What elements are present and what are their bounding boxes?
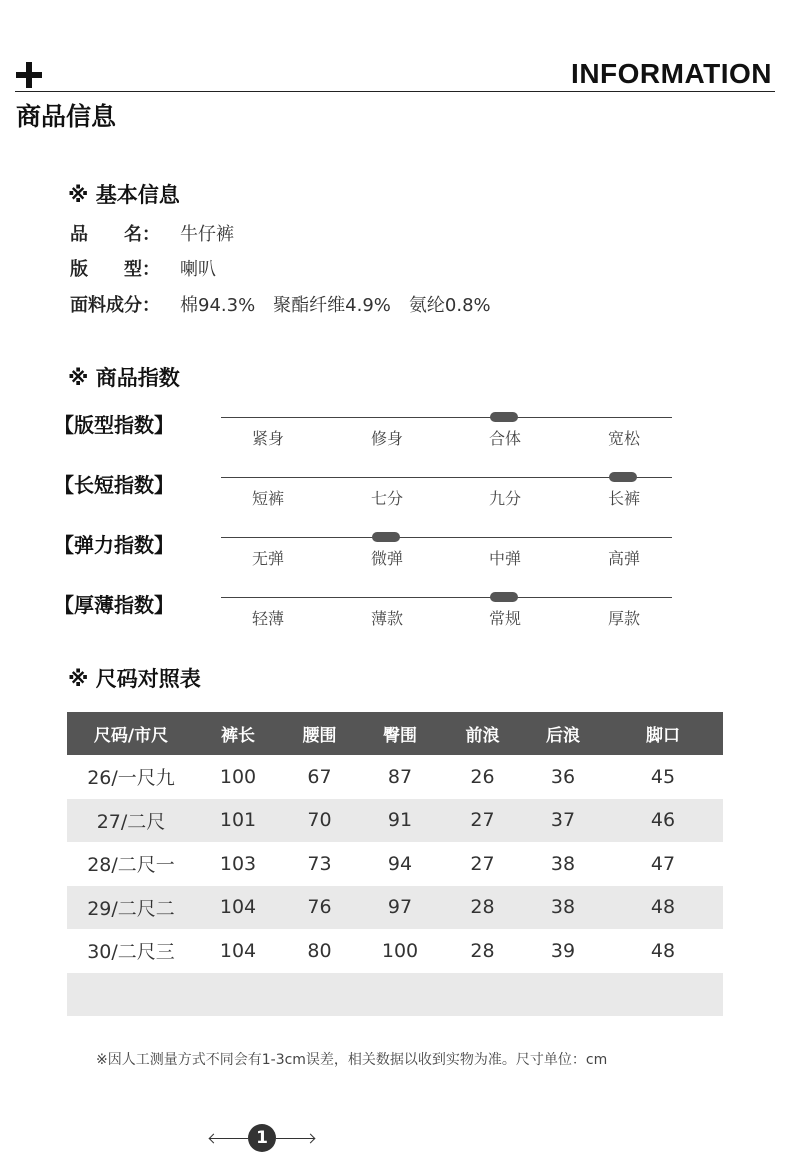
table-cell <box>67 973 195 1017</box>
table-cell: 37 <box>523 799 603 843</box>
table-cell <box>603 973 723 1017</box>
table-cell: 27/二尺 <box>67 799 195 843</box>
index-label: 【长短指数】 <box>54 473 174 497</box>
table-header-cell: 臀围 <box>358 712 442 755</box>
size-table <box>67 712 723 1016</box>
table-header-cell: 尺码/市尺 <box>67 712 195 755</box>
table-header-cell: 裤长 <box>195 712 281 755</box>
arrow-right-icon <box>276 1138 314 1139</box>
table-row <box>67 929 723 973</box>
table-cell: 80 <box>307 939 332 962</box>
table-cell: 29/二尺二 <box>67 886 195 930</box>
info-label: 品 名： <box>70 224 160 245</box>
table-cell: 104 <box>195 886 281 930</box>
index-option: 七分 <box>370 489 403 508</box>
index-label: 【弹力指数】 <box>54 533 174 557</box>
table-row-empty <box>67 973 723 1017</box>
index-option: 常规 <box>488 609 521 628</box>
index-option: 修身 <box>370 429 403 448</box>
table-cell: 48 <box>603 886 723 930</box>
table-cell: 97 <box>358 886 442 930</box>
product-index-title: ※ 商品指数 <box>68 366 180 390</box>
table-cell: 67 <box>307 765 332 788</box>
index-option: 长裤 <box>607 489 640 508</box>
table-cell <box>358 973 442 1017</box>
table-cell: 39 <box>550 939 576 962</box>
table-cell: 36 <box>550 765 576 788</box>
info-value: 喇叭 <box>180 259 216 280</box>
index-option: 薄款 <box>370 609 403 628</box>
info-label: 面料成分： <box>70 295 160 316</box>
index-marker <box>490 592 518 602</box>
basic-info-title: ※ 基本信息 <box>68 183 180 207</box>
table-cell: 38 <box>523 886 603 930</box>
table-cell: 28/二尺一 <box>87 854 175 877</box>
table-cell: 94 <box>387 852 413 875</box>
table-cell: 30/二尺三 <box>87 941 175 964</box>
header-divider <box>15 91 775 92</box>
index-option: 紧身 <box>251 429 284 448</box>
table-cell: 27 <box>470 852 495 875</box>
index-option: 中弹 <box>488 549 521 568</box>
info-row-name <box>70 220 234 246</box>
index-option: 合体 <box>488 429 521 448</box>
table-cell: 100 <box>381 939 419 962</box>
index-option: 微弹 <box>370 549 403 568</box>
table-cell: 70 <box>281 799 358 843</box>
table-cell: 103 <box>219 852 257 875</box>
table-cell: 73 <box>307 852 332 875</box>
table-cell: 47 <box>650 852 676 875</box>
index-label: 【版型指数】 <box>54 413 174 437</box>
measurement-note: ※因人工测量方式不同会有1-3cm误差，相关数据以收到实物为准。尺寸单位：cm <box>96 1052 608 1068</box>
size-chart-title: ※ 尺码对照表 <box>68 667 201 691</box>
index-marker <box>372 532 400 542</box>
index-marker <box>609 472 637 482</box>
info-row-fit <box>70 255 216 281</box>
table-cell: 46 <box>603 799 723 843</box>
table-header-cell: 腰围 <box>281 712 358 755</box>
index-marker <box>490 412 518 422</box>
table-row <box>67 799 723 843</box>
info-value: 棉94.3% 聚酯纤维4.9% 氨纶0.8% <box>180 295 491 316</box>
table-cell: 26 <box>470 765 495 788</box>
table-cell: 28 <box>442 886 523 930</box>
table-cell <box>281 973 358 1017</box>
table-header-row <box>67 712 723 755</box>
index-option: 九分 <box>488 489 521 508</box>
table-cell: 45 <box>650 765 676 788</box>
table-cell: 87 <box>387 765 413 788</box>
index-label: 【厚薄指数】 <box>54 593 174 617</box>
index-option: 高弹 <box>607 549 640 568</box>
index-scale-line <box>221 537 672 538</box>
page-title: 商品信息 <box>16 102 117 131</box>
table-cell: 27 <box>442 799 523 843</box>
table-cell: 91 <box>358 799 442 843</box>
table-cell: 76 <box>281 886 358 930</box>
index-scale-line <box>221 597 672 598</box>
index-scale-line <box>221 477 672 478</box>
arrow-left-icon <box>210 1138 248 1139</box>
table-cell <box>442 973 523 1017</box>
info-value: 牛仔裤 <box>180 224 234 245</box>
table-cell: 26/一尺九 <box>87 767 175 790</box>
index-option: 厚款 <box>607 609 640 628</box>
table-row <box>67 755 723 799</box>
table-cell: 100 <box>219 765 257 788</box>
table-row <box>67 842 723 886</box>
table-cell <box>195 973 281 1017</box>
index-option: 宽松 <box>607 429 640 448</box>
table-row <box>67 886 723 930</box>
plus-icon <box>16 62 42 88</box>
info-row-fabric <box>70 291 491 317</box>
table-header-cell: 脚口 <box>603 712 723 755</box>
index-option: 轻薄 <box>251 609 284 628</box>
table-cell: 28 <box>470 939 495 962</box>
table-cell: 38 <box>550 852 576 875</box>
page-number: 1 <box>248 1124 276 1152</box>
index-option: 短裤 <box>251 489 284 508</box>
info-label: 版 型： <box>70 259 160 280</box>
table-cell: 48 <box>650 939 676 962</box>
index-scale-line <box>221 417 672 418</box>
table-cell: 101 <box>195 799 281 843</box>
table-header-cell: 前浪 <box>442 712 523 755</box>
table-cell: 104 <box>219 939 257 962</box>
index-option: 无弹 <box>251 549 284 568</box>
table-header-cell: 后浪 <box>523 712 603 755</box>
table-cell <box>523 973 603 1017</box>
information-heading: INFORMATION <box>571 58 772 89</box>
